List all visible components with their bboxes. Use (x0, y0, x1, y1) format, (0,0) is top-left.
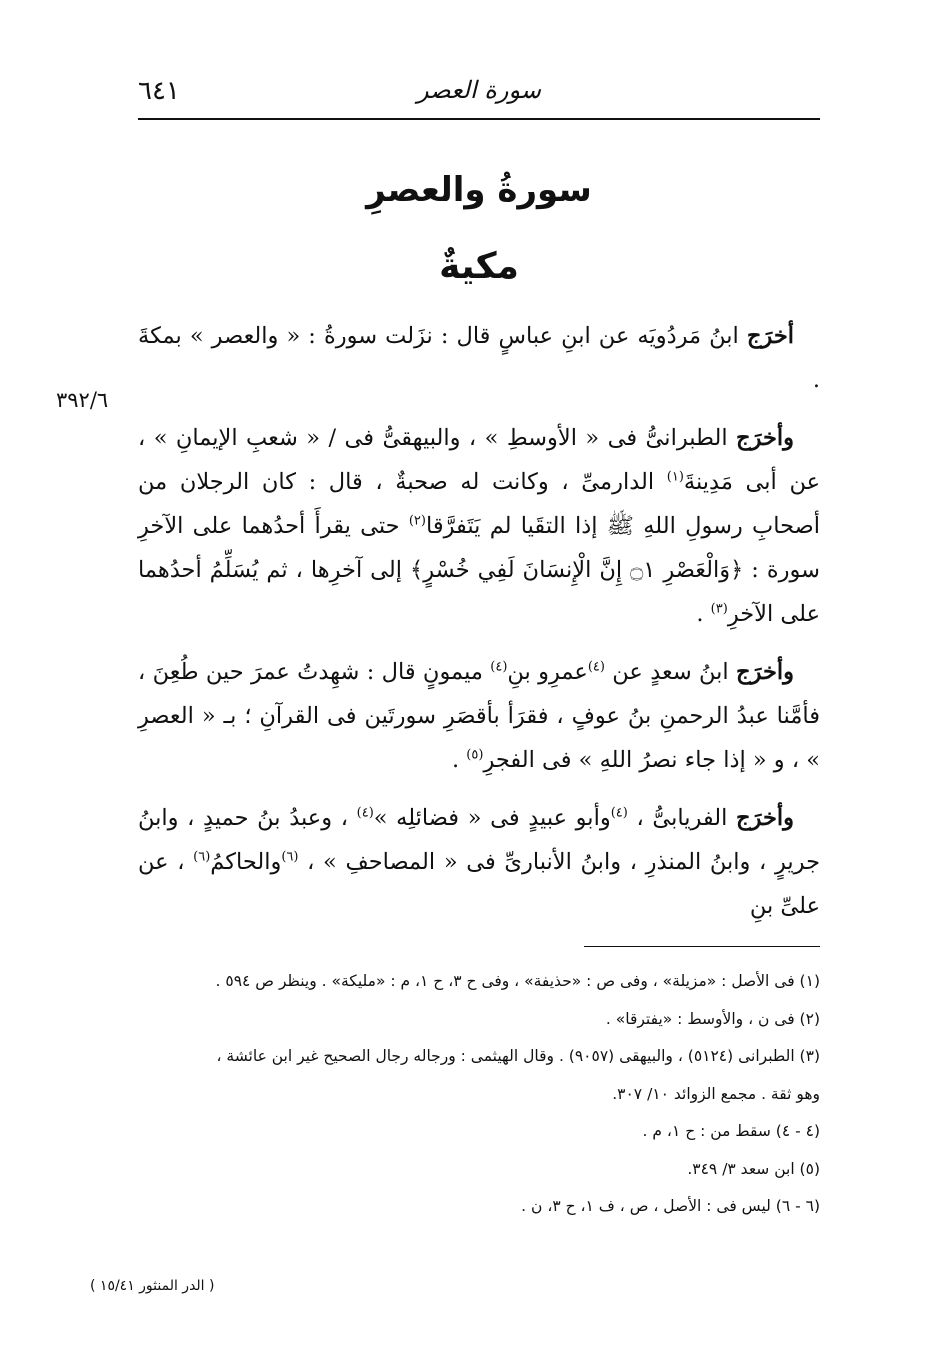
footnote-marker: (٤) (490, 659, 508, 675)
paragraph-text: الفريابىُّ ، (627, 805, 737, 831)
paragraph-text: الطبرانىُّ فى « الأوسطِ » ، والبيهقىُّ فى / « شعبِ الإيمانِ » ، عن أبى مَدِينةَ (138, 425, 820, 495)
footnote-line: (١) فى الأصل : «مزيلة» ، وفى ص : «حذيفة» ، وفى ح ٣، ح ١، م : «مليكة» . وينظر ص ٥٩٤ . (215, 972, 820, 990)
main-text (138, 314, 820, 942)
footnote-marker: (٣) (710, 601, 728, 617)
paragraph (138, 416, 820, 636)
paragraph-lead: وأخرَج (736, 659, 794, 685)
paragraph-text: الدارمىِّ ، وكانت له صحبةٌ ، قال : كان الرجلان من أصحابِ رسولِ اللهِ ﷺ إذا التقَيا لم يَتَفرَّقا (138, 469, 820, 539)
footnote-marker: (٦) (281, 849, 299, 865)
paragraph-text: ابنُ مَردُويَه عن ابنِ عباسٍ قال : نزَلت سورةُ : « والعصر » بمكةَ . (138, 323, 820, 393)
paragraph-lead: وأخرَج (736, 425, 794, 451)
paragraph-lead: وأخرَج (736, 805, 794, 831)
header-divider (138, 118, 820, 120)
surah-type: مكيةٌ (439, 246, 519, 287)
footnote-marker: (٦) (193, 849, 211, 865)
paragraph (138, 796, 820, 928)
paragraph-text: ، وعبدُ بنُ حميدٍ ، وابنُ جريرٍ ، وابنُ المنذرِ ، وابنُ الأنبارىِّ فى « المصاحفِ » ، (138, 805, 820, 875)
footnote-marker: (٥) (466, 747, 484, 763)
footnote-line: (٥) ابن سعد ٣/ ٣٤٩. (687, 1159, 820, 1178)
paragraph (138, 314, 820, 402)
footnote-marker: (٤) (610, 805, 628, 821)
paragraph-text: ابنُ سعدٍ عن (604, 659, 737, 685)
footnote-divider (584, 946, 820, 947)
footnotes (138, 963, 820, 1226)
footnote-line: (٤ - ٤) سقط من : ح ١، م . (642, 1122, 820, 1140)
footnote-marker: (١) (666, 469, 684, 485)
footnote-marker: (٤) (587, 659, 605, 675)
surah-title: سورةُ والعصرِ (366, 170, 592, 210)
footnote-line: (٦ - ٦) ليس فى : الأصل ، ص ، ف ١، ح ٣، ن . (521, 1197, 820, 1215)
paragraph-text: وأبو عبيدٍ فى « فضائلِه » (373, 805, 611, 831)
footnote-marker: (٢) (408, 513, 426, 529)
paragraph-text: والحاكمُ (210, 849, 282, 875)
footnote-line: (٢) فى ن ، والأوسط : «يفترقا» . (605, 1009, 820, 1028)
running-head (138, 72, 820, 112)
signature-mark: ( الدر المنثور ١٥/٤١ ) (90, 1278, 215, 1294)
paragraph-lead: أخرَج (746, 323, 794, 349)
footnote-marker: (٤) (356, 805, 374, 821)
footnote-line: وهو ثقة . مجمع الزوائد ١٠/ ٣٠٧. (612, 1084, 820, 1103)
page-number: ٦٤١ (138, 76, 180, 106)
paragraph-text: حتى يقرأَ أحدُهما على الآخرِ سورة : ﴿وَالْعَصْرِ ۝١ إِنَّ الْإِنسَانَ لَفِي خُسْرٍ﴾ إلى آخرِها ، ثم يُسَلِّمُ أحدُهما على الآخرِ (138, 513, 820, 627)
paragraph-text: ميمونٍ قال : شهِدتُ عمرَ حين طُعِنَ ، فأمَّنا عبدُ الرحمنِ بنُ عوفٍ ، فقرَأ بأقصَرِ سورتَين فى القرآنِ ؛ بـ « العصرِ » ، و « إذا جاء نصرُ اللهِ » فى الفجرِ (138, 659, 820, 773)
margin-reference: ٣٩٢/٦ (56, 388, 109, 412)
paragraph-text: . (451, 747, 467, 773)
footnote-line: (٣) الطبرانى (٥١٢٤) ، والبيهقى (٩٠٥٧) . وقال الهيثمى : ورجاله رجال الصحيح غير ابن عائشة ، (216, 1047, 820, 1065)
running-title: سورة العصر (417, 76, 541, 104)
paragraph-text: ، عن علىِّ بنِ (138, 849, 820, 919)
paragraph (138, 650, 820, 782)
paragraph-text: عمرِو بنِ (507, 659, 588, 685)
paragraph-text: . (696, 601, 711, 627)
